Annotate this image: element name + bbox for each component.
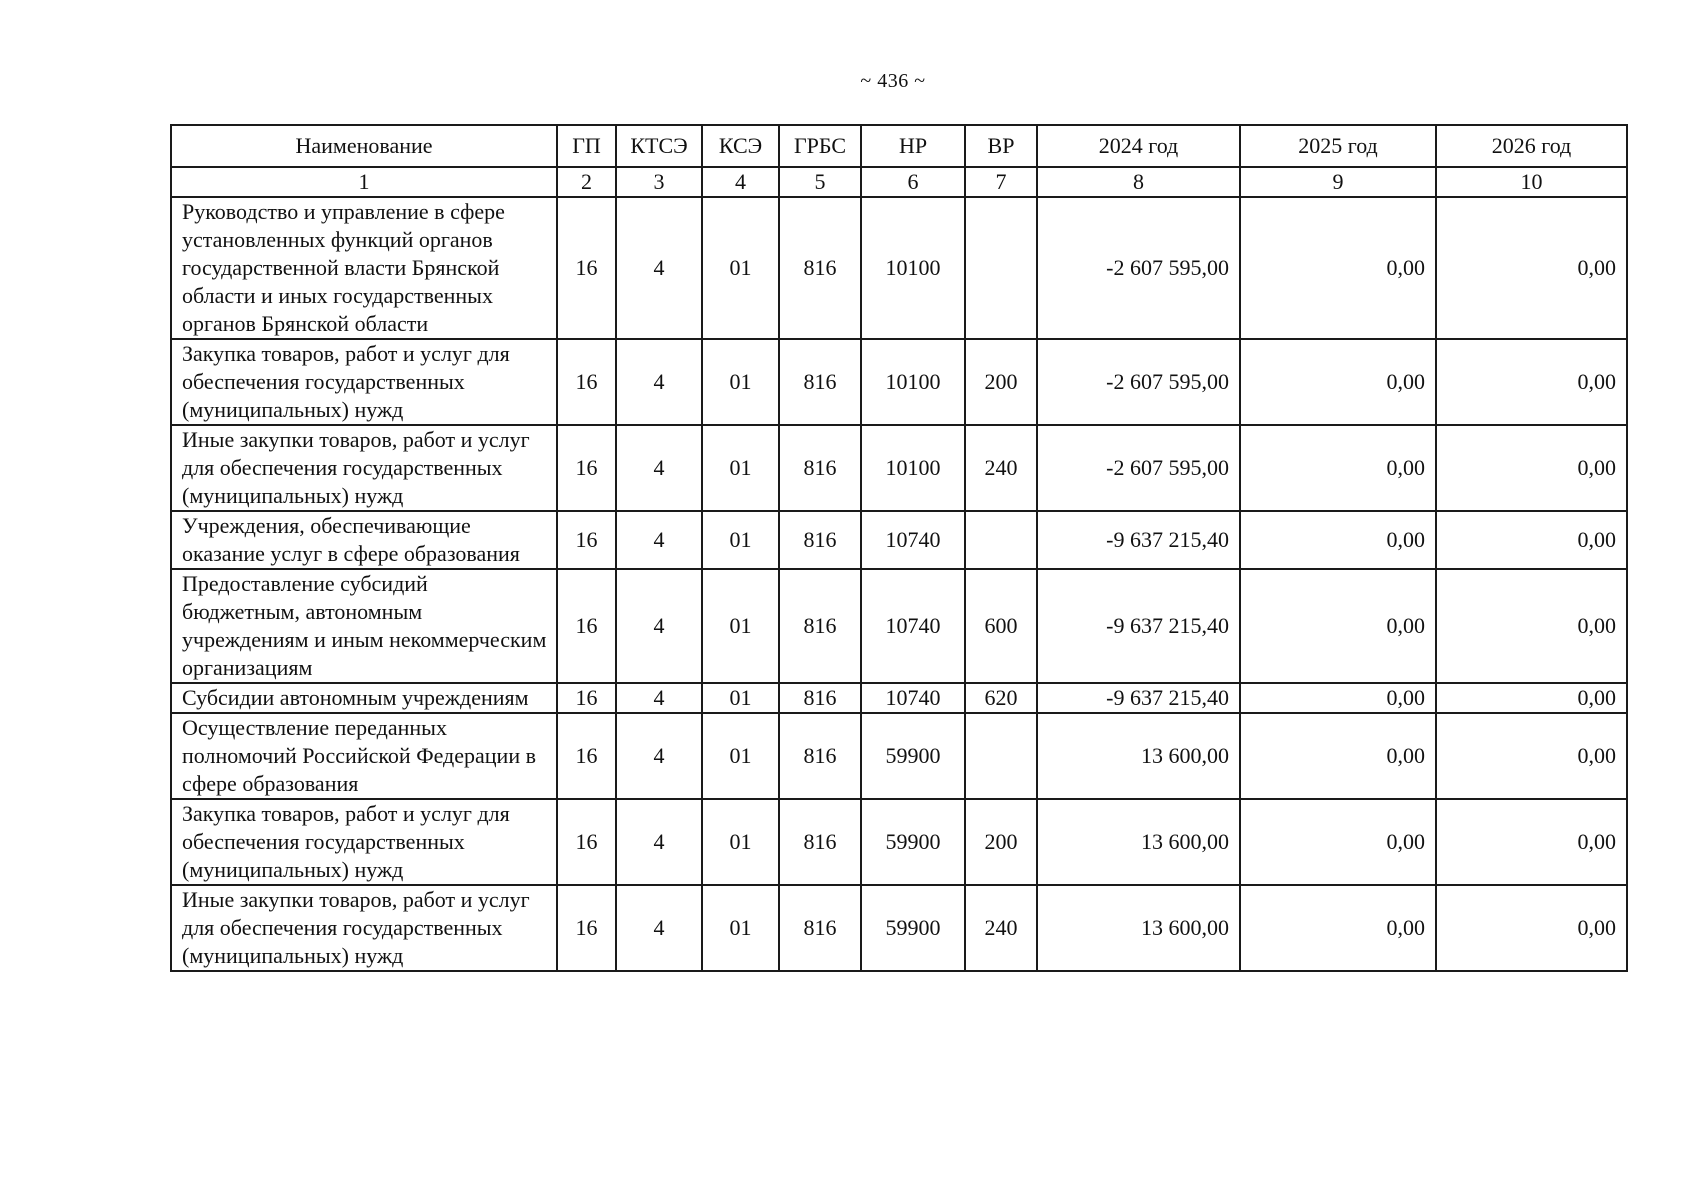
page-number: ~ 436 ~ (860, 70, 926, 92)
row-name-cell: Иные закупки товаров, работ и услуг для обеспечения государственных (муниципальных) нужд (171, 885, 557, 971)
column-number-cell: 6 (861, 167, 965, 197)
row-2025-cell: 0,00 (1240, 885, 1436, 971)
row-name-cell: Закупка товаров, работ и услуг для обеспечения государственных (муниципальных) нужд (171, 339, 557, 425)
row-grbs-cell: 816 (779, 713, 861, 799)
row-ktse-cell: 4 (616, 799, 702, 885)
row-2024-cell: -2 607 595,00 (1037, 339, 1240, 425)
row-2026-cell: 0,00 (1436, 885, 1627, 971)
table-header (171, 125, 1627, 197)
row-2025-cell: 0,00 (1240, 569, 1436, 683)
header-cell: КТСЭ (616, 125, 702, 167)
header-cell: КСЭ (702, 125, 779, 167)
table-row (171, 713, 1627, 799)
row-gp-cell: 16 (557, 799, 616, 885)
header-cell: 2026 год (1436, 125, 1627, 167)
row-vr-cell: 240 (965, 425, 1037, 511)
row-2025-cell: 0,00 (1240, 683, 1436, 713)
row-nr-cell: 59900 (861, 713, 965, 799)
row-vr-cell: 600 (965, 569, 1037, 683)
row-kse-cell: 01 (702, 511, 779, 569)
row-grbs-cell: 816 (779, 197, 861, 339)
row-2025-cell: 0,00 (1240, 197, 1436, 339)
row-2024-cell: 13 600,00 (1037, 799, 1240, 885)
row-vr-cell: 620 (965, 683, 1037, 713)
row-2024-cell: 13 600,00 (1037, 885, 1240, 971)
row-vr-cell (965, 713, 1037, 799)
header-cell: ГРБС (779, 125, 861, 167)
row-vr-cell: 200 (965, 339, 1037, 425)
row-2026-cell: 0,00 (1436, 511, 1627, 569)
table-row (171, 799, 1627, 885)
header-cell: 2024 год (1037, 125, 1240, 167)
row-2025-cell: 0,00 (1240, 339, 1436, 425)
row-kse-cell: 01 (702, 339, 779, 425)
row-kse-cell: 01 (702, 713, 779, 799)
row-name-cell: Осуществление переданных полномочий Российской Федерации в сфере образования (171, 713, 557, 799)
row-nr-cell: 10100 (861, 425, 965, 511)
column-number-cell: 10 (1436, 167, 1627, 197)
row-vr-cell (965, 197, 1037, 339)
row-2024-cell: -2 607 595,00 (1037, 197, 1240, 339)
row-gp-cell: 16 (557, 683, 616, 713)
row-nr-cell: 10740 (861, 511, 965, 569)
row-vr-cell (965, 511, 1037, 569)
row-ktse-cell: 4 (616, 713, 702, 799)
header-cell: ВР (965, 125, 1037, 167)
budget-table (170, 124, 1628, 972)
row-gp-cell: 16 (557, 425, 616, 511)
row-2025-cell: 0,00 (1240, 799, 1436, 885)
row-2024-cell: -9 637 215,40 (1037, 511, 1240, 569)
header-cell: ГП (557, 125, 616, 167)
row-gp-cell: 16 (557, 713, 616, 799)
row-grbs-cell: 816 (779, 425, 861, 511)
row-grbs-cell: 816 (779, 799, 861, 885)
column-number-cell: 4 (702, 167, 779, 197)
row-kse-cell: 01 (702, 425, 779, 511)
row-nr-cell: 10740 (861, 683, 965, 713)
row-2024-cell: -2 607 595,00 (1037, 425, 1240, 511)
column-number-cell: 3 (616, 167, 702, 197)
header-cell: Наименование (171, 125, 557, 167)
row-grbs-cell: 816 (779, 885, 861, 971)
header-row (171, 125, 1627, 167)
row-name-cell: Иные закупки товаров, работ и услуг для обеспечения государственных (муниципальных) нужд (171, 425, 557, 511)
row-grbs-cell: 816 (779, 683, 861, 713)
row-gp-cell: 16 (557, 511, 616, 569)
row-2026-cell: 0,00 (1436, 799, 1627, 885)
row-nr-cell: 59900 (861, 799, 965, 885)
table-row (171, 339, 1627, 425)
row-name-cell: Закупка товаров, работ и услуг для обеспечения государственных (муниципальных) нужд (171, 799, 557, 885)
row-ktse-cell: 4 (616, 197, 702, 339)
column-number-row (171, 167, 1627, 197)
row-nr-cell: 10100 (861, 197, 965, 339)
column-number-cell: 1 (171, 167, 557, 197)
row-ktse-cell: 4 (616, 885, 702, 971)
column-number-cell: 8 (1037, 167, 1240, 197)
row-2025-cell: 0,00 (1240, 511, 1436, 569)
row-ktse-cell: 4 (616, 339, 702, 425)
row-gp-cell: 16 (557, 569, 616, 683)
row-2024-cell: -9 637 215,40 (1037, 683, 1240, 713)
row-2026-cell: 0,00 (1436, 339, 1627, 425)
table-row (171, 683, 1627, 713)
row-2026-cell: 0,00 (1436, 425, 1627, 511)
table-row (171, 569, 1627, 683)
table-row (171, 425, 1627, 511)
table-body (171, 197, 1627, 971)
row-ktse-cell: 4 (616, 511, 702, 569)
row-kse-cell: 01 (702, 799, 779, 885)
row-name-cell: Субсидии автономным учреждениям (171, 683, 557, 713)
row-ktse-cell: 4 (616, 425, 702, 511)
row-name-cell: Учреждения, обеспечивающие оказание услуг в сфере образования (171, 511, 557, 569)
column-number-cell: 9 (1240, 167, 1436, 197)
row-ktse-cell: 4 (616, 683, 702, 713)
row-nr-cell: 10740 (861, 569, 965, 683)
row-gp-cell: 16 (557, 885, 616, 971)
row-vr-cell: 200 (965, 799, 1037, 885)
row-vr-cell: 240 (965, 885, 1037, 971)
header-cell: НР (861, 125, 965, 167)
row-name-cell: Предоставление субсидий бюджетным, автономным учреждениям и иным некоммерческим организациям (171, 569, 557, 683)
row-nr-cell: 59900 (861, 885, 965, 971)
row-2025-cell: 0,00 (1240, 425, 1436, 511)
row-2026-cell: 0,00 (1436, 197, 1627, 339)
column-number-cell: 7 (965, 167, 1037, 197)
column-number-cell: 2 (557, 167, 616, 197)
row-name-cell: Руководство и управление в сфере установленных функций органов государственной власти Брянской области и иных государственных органов Брянской области (171, 197, 557, 339)
row-ktse-cell: 4 (616, 569, 702, 683)
row-kse-cell: 01 (702, 683, 779, 713)
row-kse-cell: 01 (702, 885, 779, 971)
row-gp-cell: 16 (557, 339, 616, 425)
row-grbs-cell: 816 (779, 339, 861, 425)
column-number-cell: 5 (779, 167, 861, 197)
row-gp-cell: 16 (557, 197, 616, 339)
row-2026-cell: 0,00 (1436, 713, 1627, 799)
table-row (171, 885, 1627, 971)
row-kse-cell: 01 (702, 197, 779, 339)
row-2024-cell: -9 637 215,40 (1037, 569, 1240, 683)
row-grbs-cell: 816 (779, 569, 861, 683)
row-2024-cell: 13 600,00 (1037, 713, 1240, 799)
row-2026-cell: 0,00 (1436, 569, 1627, 683)
table-row (171, 511, 1627, 569)
row-nr-cell: 10100 (861, 339, 965, 425)
row-grbs-cell: 816 (779, 511, 861, 569)
row-2026-cell: 0,00 (1436, 683, 1627, 713)
row-2025-cell: 0,00 (1240, 713, 1436, 799)
table-row (171, 197, 1627, 339)
row-kse-cell: 01 (702, 569, 779, 683)
header-cell: 2025 год (1240, 125, 1436, 167)
